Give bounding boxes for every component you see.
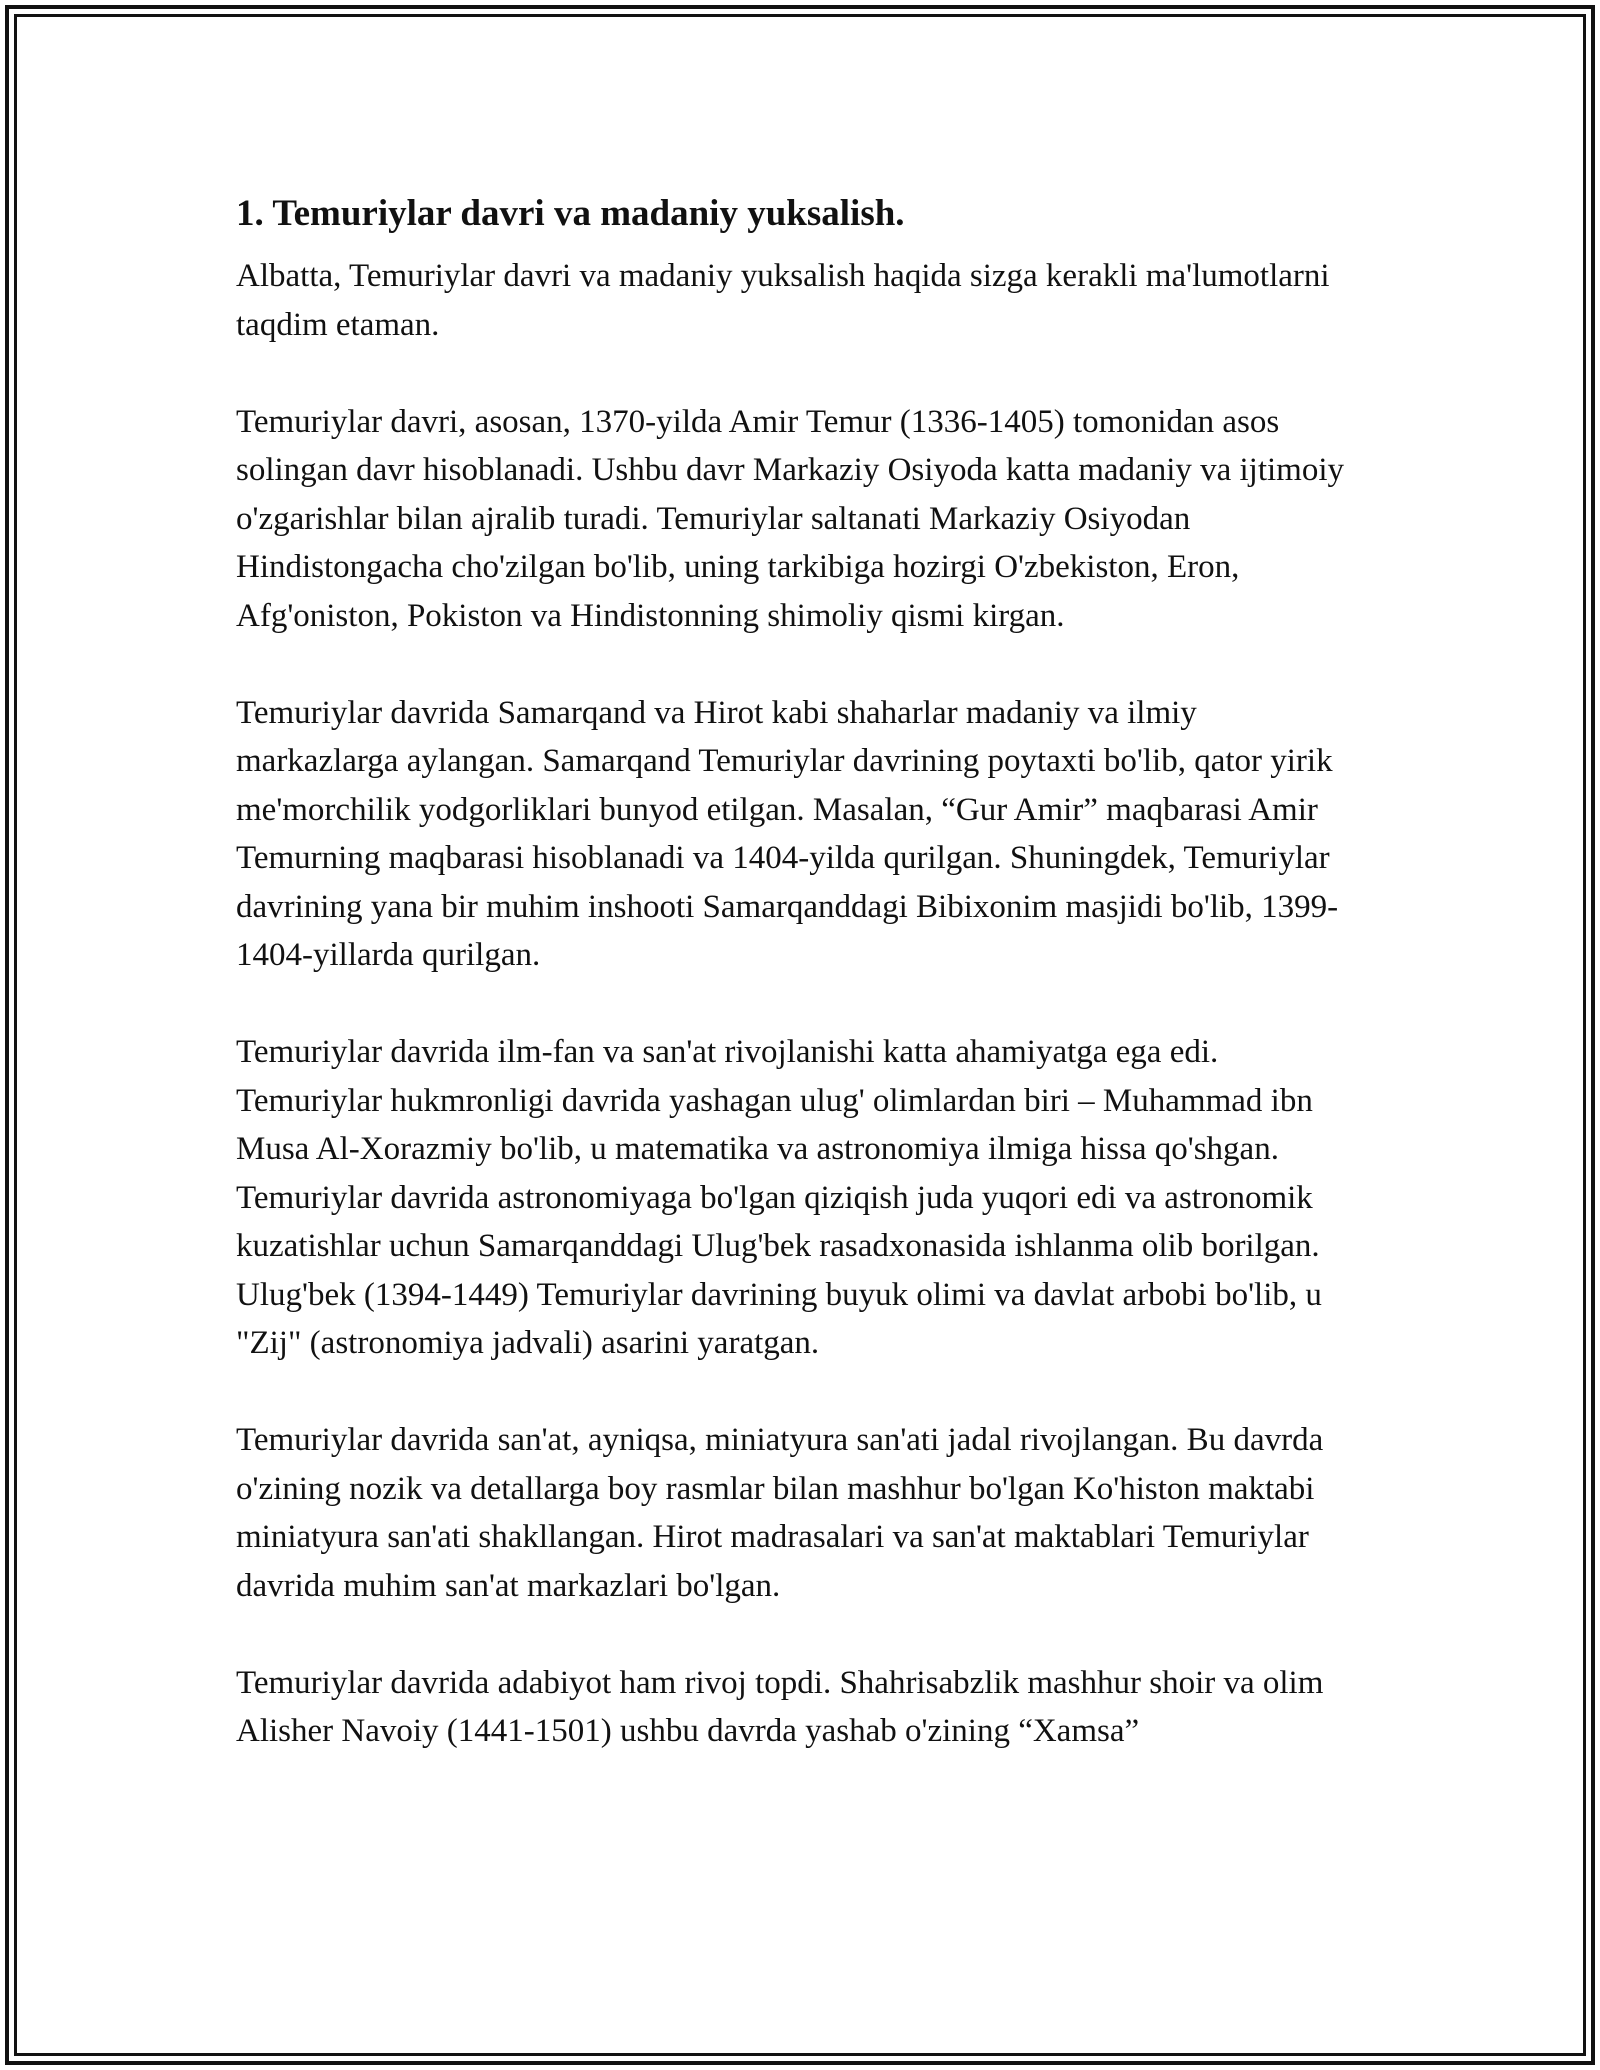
section-title: 1. Temuriylar davri va madaniy yuksalish. [236, 193, 905, 234]
paragraph-science: Temuriylar davrida ilm-fan va san'at rivojlanishi katta ahamiyatga ega edi. Temuriylar hukmronligi davrida yashagan ulug' olimlardan biri – Muhammad ibn Musa Al-Xorazmiy bo'lib, u matematika va astronomiya ilmiga hissa qo'shgan. Temuriylar davrida astronomiyaga bo'lgan qiziqish juda yuqori edi va astronomik kuzatishlar uchun Samarqanddagi Ulug'bek rasadxonasida ishlanma olib borilgan. Ulug'bek (1394-1449) Temuriylar davrining buyuk olimi va davlat arbobi bo'lib, u "Zij" (astronomiya jadvali) asarini yaratgan. [236, 1034, 1322, 1361]
paragraph-intro: Albatta, Temuriylar davri va madaniy yuksalish haqida sizga kerakli ma'lumotlarni taqdim etaman. [236, 258, 1330, 343]
document-body [236, 184, 1366, 1756]
paragraph-literature: Temuriylar davrida adabiyot ham rivoj topdi. Shahrisabzlik mashhur shoir va olim Alisher Navoiy (1441-1501) ushbu davrda yashab o'zining “Xamsa” [236, 1664, 1324, 1749]
paragraph-timurid-era: Temuriylar davri, asosan, 1370-yilda Amir Temur (1336-1405) tomonidan asos solingan davr hisoblanadi. Ushbu davr Markaziy Osiyoda katta madaniy va ijtimoiy o'zgarishlar bilan ajralib turadi. Temuriylar saltanati Markaziy Osiyodan Hindistongacha cho'zilgan bo'lib, uning tarkibiga hozirgi O'zbekiston, Eron, Afg'oniston, Pokiston va Hindistonning shimoliy qismi kirgan. [236, 403, 1345, 634]
paragraph-cities-architecture: Temuriylar davrida Samarqand va Hirot kabi shaharlar madaniy va ilmiy markazlarga aylangan. Samarqand Temuriylar davrining poytaxti bo'lib, qator yirik me'morchilik yodgorliklari bunyod etilgan. Masalan, “Gur Amir” maqbarasi Amir Temurning maqbarasi hisoblanadi va 1404-yilda qurilgan. Shuningdek, Temuriylar davrining yana bir muhim inshooti Samarqanddagi Bibixonim masjidi bo'lib, 1399-1404-yillarda qurilgan. [236, 694, 1339, 973]
paragraph-art: Temuriylar davrida san'at, ayniqsa, miniatyura san'ati jadal rivojlangan. Bu davrda o'zining nozik va detallarga boy rasmlar bilan mashhur bo'lgan Ko'histon maktabi miniatyura san'ati shakllangan. Hirot madrasalari va san'at maktablari Temuriylar davrida muhim san'at markazlari bo'lgan. [236, 1422, 1324, 1604]
